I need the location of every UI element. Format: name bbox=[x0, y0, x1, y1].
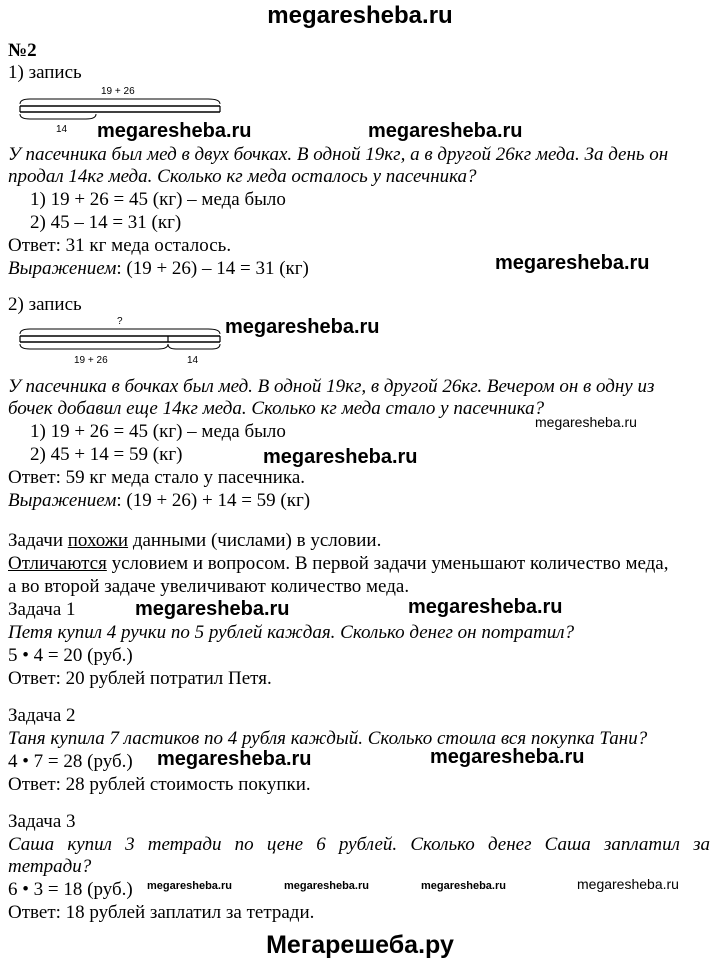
comparison-line1-pre: Задачи bbox=[8, 530, 68, 551]
part2-step2: 2) 45 + 14 = 59 (кг) bbox=[30, 444, 183, 465]
watermark[interactable]: megaresheba.ru bbox=[430, 746, 585, 768]
comparison-line3: а во второй задаче увеличивают количество меда. bbox=[8, 576, 410, 597]
comparison-line2 bbox=[8, 553, 669, 575]
comparison-line2-post: условием и вопросом. В первой задачи уменьшают количество меда, bbox=[106, 553, 669, 574]
part2-problem-line2: бочек добавил еще 14кг меда. Сколько кг меда стало у пасечника? bbox=[8, 398, 545, 419]
part2-answer: Ответ: 59 кг меда стало у пасечника. bbox=[8, 467, 306, 488]
part2-diagram-bottom-right-label: 14 bbox=[187, 355, 199, 366]
task3-problem-line2: тетради? bbox=[8, 856, 92, 877]
watermark[interactable]: megaresheba.ru bbox=[147, 880, 232, 892]
watermark[interactable]: megaresheba.ru bbox=[97, 120, 252, 142]
task2-solution: 4 • 7 = 28 (руб.) bbox=[8, 751, 133, 772]
part2-diagram-top-label: ? bbox=[117, 316, 123, 327]
part1-diagram-bottom-label: 14 bbox=[56, 124, 68, 135]
part1-problem-line2: продал 14кг меда. Сколько кг меда осталось у пасечника? bbox=[8, 166, 477, 187]
task2-answer: Ответ: 28 рублей стоимость покупки. bbox=[8, 774, 311, 795]
part1-step2: 2) 45 – 14 = 31 (кг) bbox=[30, 212, 182, 233]
watermark[interactable]: megaresheba.ru bbox=[495, 252, 650, 274]
task3-solution: 6 • 3 = 18 (руб.) bbox=[8, 879, 133, 900]
watermark[interactable]: megaresheba.ru bbox=[135, 598, 290, 620]
task3-title: Задача 3 bbox=[8, 811, 76, 832]
footer-watermark[interactable]: Мегарешеба.ру bbox=[266, 931, 454, 959]
part1-answer: Ответ: 31 кг меда осталось. bbox=[8, 235, 232, 256]
task3-problem-line1: Саша купил 3 тетради по цене 6 рублей. Сколько денег Саша заплатил за bbox=[8, 834, 710, 855]
watermark[interactable]: megaresheba.ru bbox=[421, 880, 506, 892]
part1-expression-label: Выражением bbox=[8, 258, 117, 279]
watermark[interactable]: megaresheba.ru bbox=[535, 414, 637, 430]
header-watermark[interactable]: megaresheba.ru bbox=[267, 2, 453, 29]
part2-heading: 2) запись bbox=[8, 294, 82, 315]
task3-answer: Ответ: 18 рублей заплатил за тетради. bbox=[8, 902, 315, 923]
part2-step1: 1) 19 + 26 = 45 (кг) – меда было bbox=[30, 421, 286, 442]
task2-problem: Таня купила 7 ластиков по 4 рубля каждый. Сколько стоила вся покупка Тани? bbox=[8, 728, 648, 749]
watermark[interactable]: megaresheba.ru bbox=[263, 446, 418, 468]
watermark[interactable]: megaresheba.ru bbox=[225, 316, 380, 338]
part1-diagram-top-label: 19 + 26 bbox=[101, 86, 135, 97]
watermark[interactable]: megaresheba.ru bbox=[408, 596, 563, 618]
comparison-line1-post: данными (числами) в условии. bbox=[128, 530, 382, 551]
part2-problem-line1: У пасечника в бочках был мед. В одной 19кг, в другой 26кг. Вечером он в одну из bbox=[8, 376, 655, 397]
part1-expression bbox=[8, 258, 309, 280]
part2-diagram-bottom-left-label: 19 + 26 bbox=[74, 355, 108, 366]
part2-expression bbox=[8, 490, 310, 512]
part2-expression-value: : (19 + 26) + 14 = 59 (кг) bbox=[116, 490, 311, 511]
part1-expression-value: : (19 + 26) – 14 = 31 (кг) bbox=[116, 258, 309, 279]
watermark[interactable]: megaresheba.ru bbox=[157, 748, 312, 770]
part1-step1: 1) 19 + 26 = 45 (кг) – меда было bbox=[30, 189, 286, 210]
part1-heading: 1) запись bbox=[8, 62, 82, 83]
comparison-differ-word: Отличаются bbox=[8, 553, 107, 574]
task1-problem: Петя купил 4 ручки по 5 рублей каждая. Сколько денег он потратил? bbox=[8, 622, 575, 643]
task1-solution: 5 • 4 = 20 (руб.) bbox=[8, 645, 133, 666]
watermark[interactable]: megaresheba.ru bbox=[284, 880, 369, 892]
task1-title: Задача 1 bbox=[8, 599, 76, 620]
part2-segment-diagram bbox=[18, 326, 228, 356]
part2-expression-label: Выражением bbox=[8, 490, 117, 511]
comparison-similar-word: похожи bbox=[67, 530, 129, 551]
watermark[interactable]: megaresheba.ru bbox=[577, 876, 679, 892]
comparison-line1 bbox=[8, 530, 381, 552]
watermark[interactable]: megaresheba.ru bbox=[368, 120, 523, 142]
task1-answer: Ответ: 20 рублей потратил Петя. bbox=[8, 668, 272, 689]
task-number: №2 bbox=[8, 40, 37, 61]
part1-problem-line1: У пасечника был мед в двух бочках. В одной 19кг, а в другой 26кг меда. За день он bbox=[8, 144, 669, 165]
task2-title: Задача 2 bbox=[8, 705, 76, 726]
